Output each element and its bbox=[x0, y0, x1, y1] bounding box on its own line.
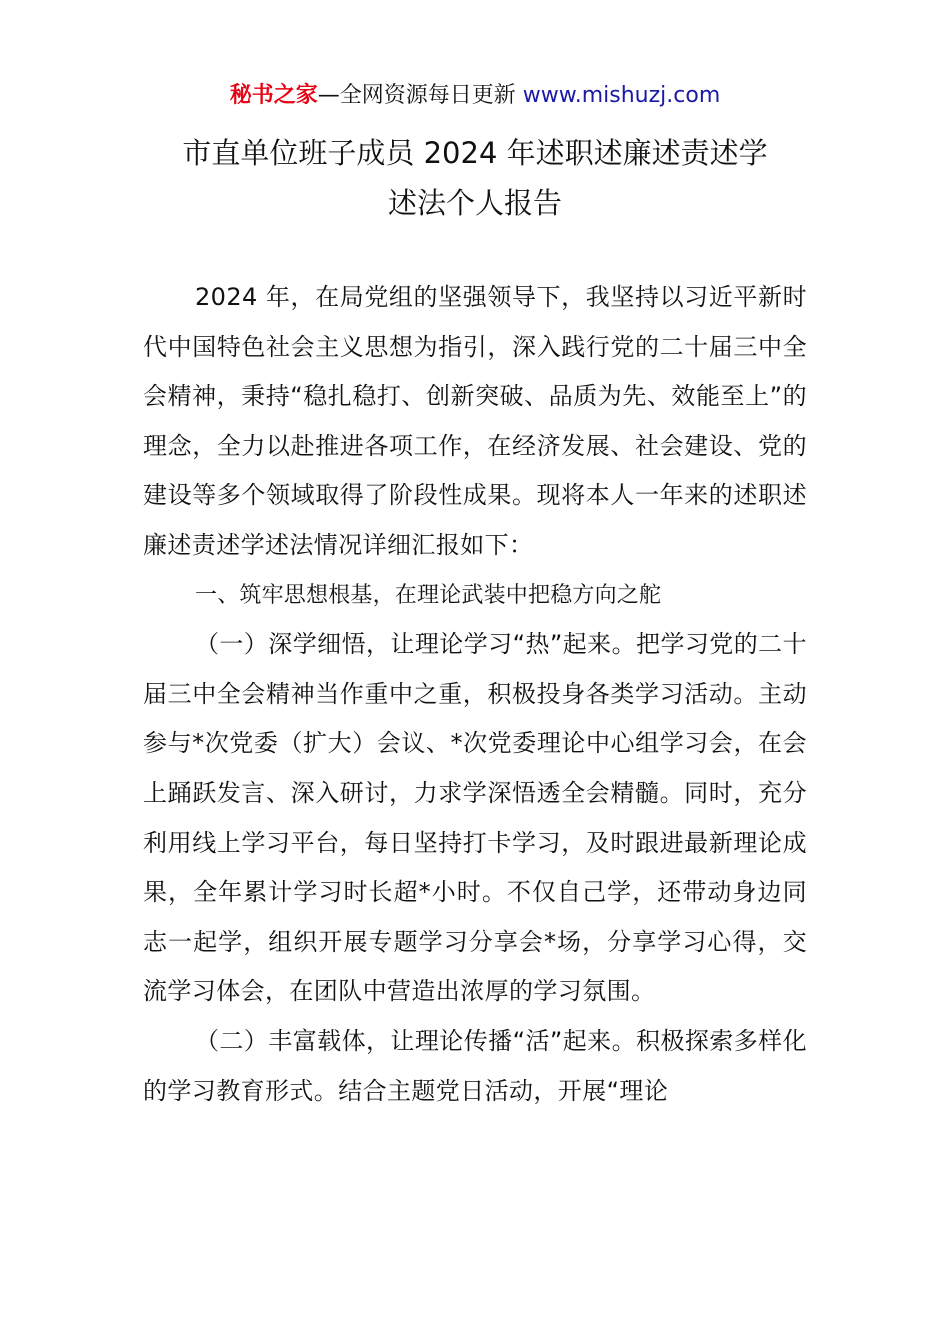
title-line: 市直单位班子成员 2024 年述职述廉述责述学 bbox=[182, 136, 768, 170]
header-tagline: —全网资源每日更新 bbox=[317, 83, 523, 108]
document-title bbox=[0, 128, 950, 228]
intro-paragraph: 2024 年，在局党组的坚强领导下，我坚持以习近平新时代中国特色社会主义思想为指引，深入践行党的二十届三中全会精神，秉持“稳扎稳打、创新突破、品质为先、效能至上”的理念，全力以赴推进各项工作，在经济发展、社会建设、党的建设等多个领域取得了阶段性成果。现将本人一年来的述职述廉述责述学述法情况详细汇报如下： bbox=[143, 283, 807, 559]
body-paragraph: （一）深学细悟，让理论学习“热”起来。把学习党的二十届三中全会精神当作重中之重，积极投身各类学习活动。主动参与*次党委（扩大）会议、*次党委理论中心组学习会，在会上踊跃发言、深入研讨，力求学深悟透全会精髓。同时，充分利用线上学习平台，每日坚持打卡学习，及时跟进最新理论成果，全年累计学习时长超*小时。不仅自己学，还带动身边同志一起学，组织开展专题学习分享会*场，分享学习心得，交流学习体会，在团队中营造出浓厚的学习氛围。 bbox=[143, 630, 807, 1006]
body-paragraph: （二）丰富载体，让理论传播“活”起来。积极探索多样化的学习教育形式。结合主题党日活动，开展“理论 bbox=[143, 1026, 807, 1105]
site-url[interactable]: www.mishuzj.com bbox=[522, 83, 721, 108]
section-heading: 一、筑牢思想根基，在理论武装中把稳方向之舵 bbox=[195, 582, 662, 608]
title-line: 述法个人报告 bbox=[387, 186, 562, 220]
site-header bbox=[0, 80, 950, 112]
document-body bbox=[143, 273, 807, 1116]
brand-name: 秘书之家 bbox=[229, 83, 318, 108]
